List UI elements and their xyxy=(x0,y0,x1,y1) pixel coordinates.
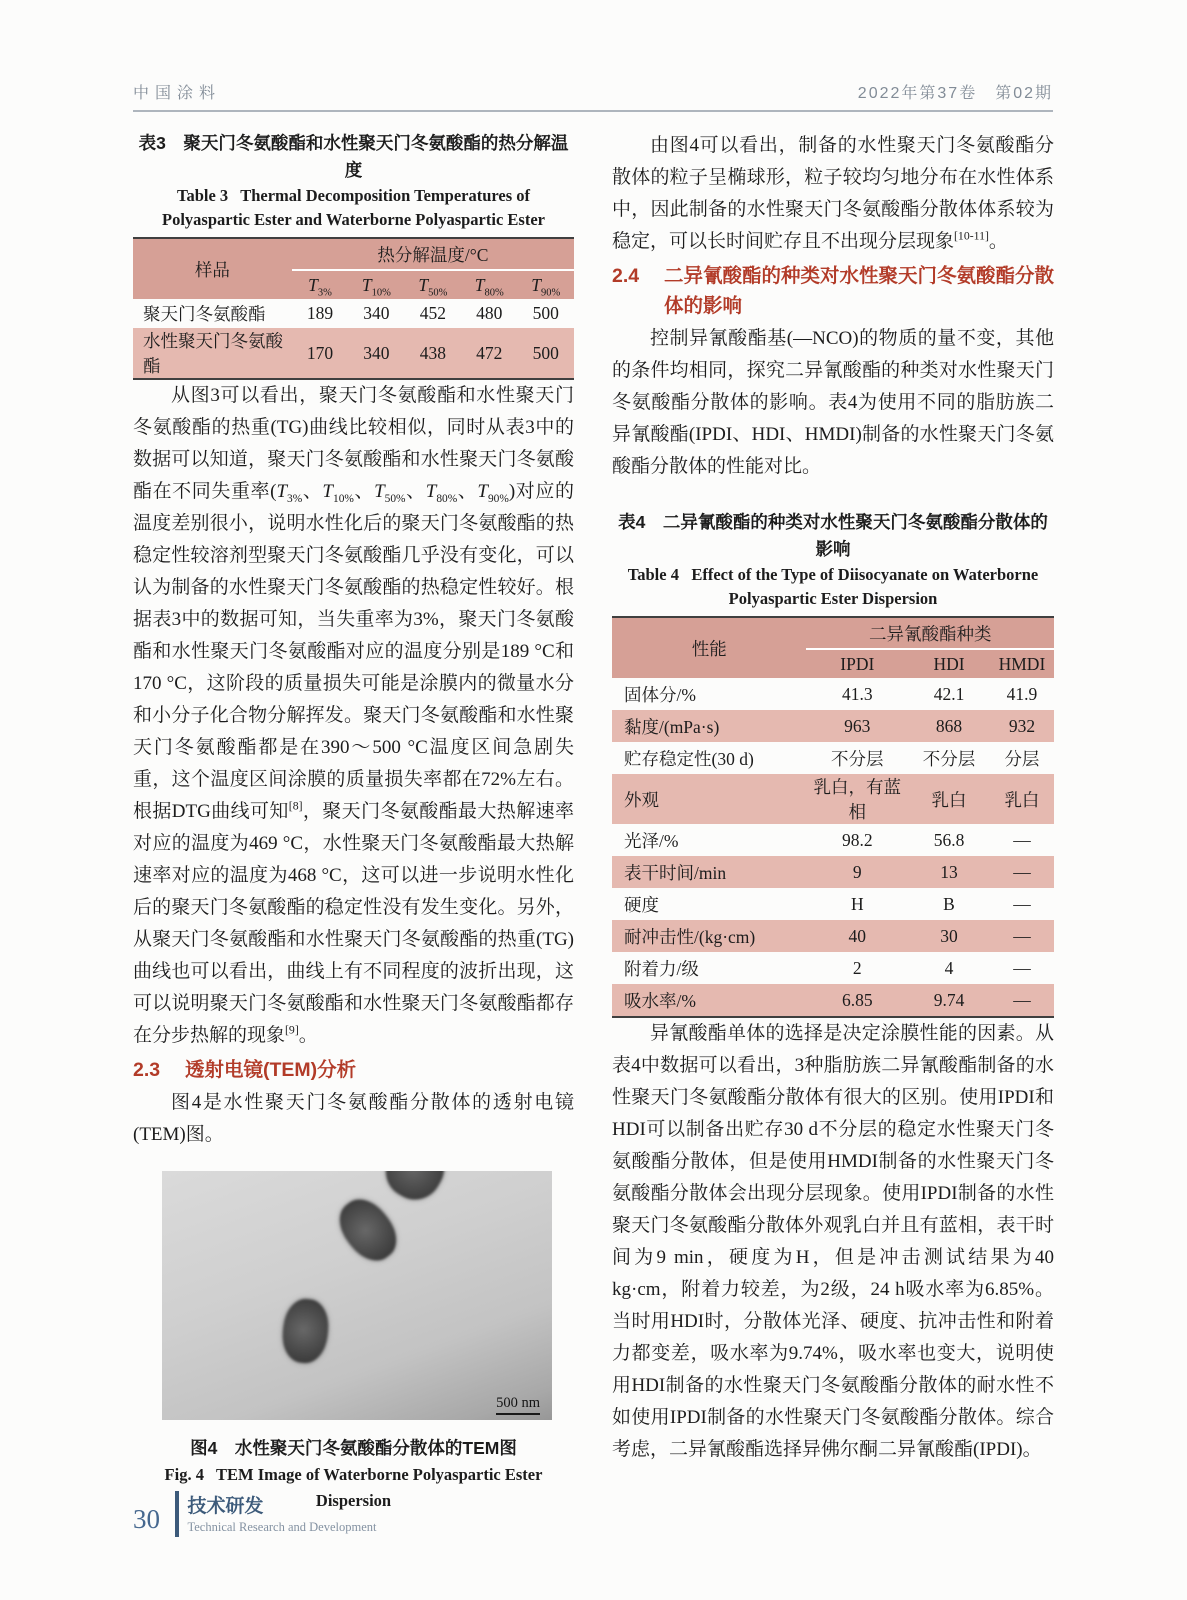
paragraph-tg-analysis: 从图3可以看出，聚天门冬氨酸酯和水性聚天门冬氨酸酯的热重(TG)曲线比较相似，同时从表3中的数据可以知道，聚天门冬氨酸酯和水性聚天门冬氨酸酯在不同失重率($T_{3\%}$、$T_{10\%}$、$T_{50\%}$、$T_{80\%}$、$T_{90\%}$)对应的温度差别很小，说明水性化后的聚天门冬氨酸酯的热稳定性较溶剂型聚天门冬氨酸酯几乎没有变化，可以认为制备的水性聚天门冬氨酸酯的热稳定性较好。根据表3中的数据可知，当失重率为3%，聚天门冬氨酸酯和水性聚天门冬氨酸酯对应的温度分别是189 °C和170 °C，这阶段的质量损失可能是涂膜内的微量水分和小分子化合物分解挥发。聚天门冬氨酸酯和水性聚天门冬氨酸酯都是在390～500 °C温度区间急剧失重，这个温度区间涂膜的质量损失率都在72%左右。根据DTG曲线可知[8]，聚天门冬氨酸酯最大热解速率对应的温度为469 °C，水性聚天门冬氨酸酯最大热解速率对应的温度为468 °C，这可以进一步说明水性化后的聚天门冬氨酸酯的稳定性没有发生变化。另外，从聚天门冬氨酸酯和水性聚天门冬氨酸酯的热重(TG)曲线也可以看出，曲线上有不同程度的波折出现，这可以说明聚天门冬氨酸酯和水性聚天门冬氨酸酯都存在分步热解的现象[9]。 xyxy=(133,385,574,1046)
table-row xyxy=(612,920,1054,952)
table-row xyxy=(612,774,1054,824)
table-cell: 438 xyxy=(405,328,461,379)
table-cell: 9.74 xyxy=(908,984,990,1017)
section-title: 二异氰酸酯的种类对水性聚天门冬氨酸酯分散体的影响 xyxy=(664,265,1055,317)
table-cell: 4 xyxy=(944,957,954,978)
table-cell: 500 xyxy=(518,328,574,379)
page-footer xyxy=(133,1491,376,1537)
table-cell: 2 xyxy=(852,957,862,978)
section-heading-2-4 xyxy=(612,261,1054,321)
row-label: 聚天门冬氨酸酯 xyxy=(143,304,266,324)
table-cell: 472 xyxy=(461,328,517,379)
table-row xyxy=(612,742,1054,774)
table4-header xyxy=(612,617,1054,678)
row-label: 黏度/(mPa·s) xyxy=(612,710,806,742)
table-cell: 不分层 xyxy=(831,748,884,769)
table-row xyxy=(612,888,1054,920)
tem-image xyxy=(162,1171,552,1420)
section-number: 2.3 xyxy=(133,1059,161,1081)
column-header: $T_{10\%}$ xyxy=(348,270,404,299)
table3-title-cn: 表3 聚天门冬氨酸酯和水性聚天门冬氨酸酯的热分解温度 xyxy=(138,133,569,180)
table3-body xyxy=(133,299,574,379)
table-row xyxy=(133,328,574,379)
table-cell: 932 xyxy=(990,710,1054,742)
paragraph-nco-method: 控制异氰酸酯基(—NCO)的物质的量不变，其他的条件均相同，探究二异氰酸酯的种类对水性聚天门冬氨酸酯分散体的影响。表4为使用不同的脂肪族二异氰酸酯(IPDI、HDI、HMDI)制备的水性聚天门冬氨酸酯分散体的性能对比。 xyxy=(612,328,1054,477)
table-cell: 170 xyxy=(292,328,348,379)
table-cell: 868 xyxy=(908,710,990,742)
section-number: 2.4 xyxy=(612,265,640,287)
table-cell: 30 xyxy=(908,920,990,952)
footer-section-en: Technical Research and Development xyxy=(187,1519,377,1534)
table-cell: 56.8 xyxy=(933,829,965,850)
table3-col-group: 热分解温度/°C xyxy=(292,238,574,270)
row-label: 硬度 xyxy=(624,894,659,915)
figure4-caption-en: Fig. 4 TEM Image of Waterborne Polyaspartic Ester Dispersion xyxy=(164,1465,543,1510)
footer-section-cn: 技术研发 xyxy=(187,1495,264,1517)
table-row xyxy=(133,299,574,328)
table-cell: — xyxy=(990,856,1054,888)
table-row xyxy=(612,824,1054,856)
table3-title-en: Table 3 Thermal Decomposition Temperatures of Polyaspartic Ester and Waterborne Polyaspartic Ester xyxy=(162,186,545,229)
table-cell: 40 xyxy=(806,920,908,952)
table-row xyxy=(612,710,1054,742)
footer-divider-bar xyxy=(175,1491,179,1537)
table3-col-sample: 样品 xyxy=(133,238,292,299)
page-header xyxy=(133,80,1053,112)
table4-col-group: 二异氰酸酯种类 xyxy=(806,617,1054,649)
paragraph-diisocyanate-discussion: 异氰酸酯单体的选择是决定涂膜性能的因素。从表4中数据可以看出，3种脂肪族二异氰酸酯制备的水性聚天门冬氨酸酯分散体有很大的区别。使用IPDI和HDI可以制备出贮存30 d不分层的稳定水性聚天门冬氨酸酯分散体，但是使用HMDI制备的水性聚天门冬氨酸酯分散体会出现分层现象。使用IPDI制备的水性聚天门冬氨酸酯分散体外观乳白并且有蓝相，表干时间为9 min，硬度为H，但是冲击测试结果为40 kg·cm，附着力较差，为2级，24 h吸水率为6.85%。当时用HDI时，分散体光泽、硬度、抗冲击性和附着力都变差，吸水率为9.74%，吸水率也变大，说明使用HDI制备的水性聚天门冬氨酸酯分散体的耐水性不如使用IPDI制备的水性聚天门冬氨酸酯分散体。综合考虑，二异氰酸酯选择异佛尔酮二异氰酸酯(IPDI)。 xyxy=(612,1023,1054,1460)
section-heading-2-3 xyxy=(133,1055,574,1085)
paragraph-tem-intro: 图4是水性聚天门冬氨酸酯分散体的透射电镜(TEM)图。 xyxy=(133,1092,574,1145)
table-cell: 乳白 xyxy=(908,774,990,824)
table-row xyxy=(612,952,1054,984)
row-label: 水性聚天门冬氨酸酯 xyxy=(133,328,292,379)
row-label: 吸水率/% xyxy=(612,984,806,1017)
column-header: HMDI xyxy=(990,649,1054,678)
table4 xyxy=(612,616,1054,1018)
table-cell: 500 xyxy=(532,303,559,323)
row-label: 光泽/% xyxy=(624,830,679,851)
table-cell: 189 xyxy=(306,303,334,323)
column-header: $T_{90\%}$ xyxy=(518,270,574,299)
right-column xyxy=(612,130,1054,1466)
left-column xyxy=(133,130,574,1514)
table-cell: 不分层 xyxy=(922,748,976,769)
table-cell: 6.85 xyxy=(806,984,908,1017)
scale-bar-line xyxy=(496,1413,540,1416)
table-cell: — xyxy=(1013,829,1031,850)
table-cell: — xyxy=(990,984,1054,1017)
table-cell: 42.1 xyxy=(933,683,965,704)
table-cell: H xyxy=(850,893,864,914)
table4-body xyxy=(612,678,1054,1017)
table-cell: 480 xyxy=(476,303,503,323)
table-cell: 452 xyxy=(419,303,446,323)
table-cell: 41.3 xyxy=(841,683,873,704)
column-header: HDI xyxy=(908,649,990,678)
table3-header xyxy=(133,238,574,299)
column-header: $T_{80\%}$ xyxy=(461,270,517,299)
tem-particle xyxy=(280,1297,331,1365)
table-row xyxy=(612,984,1054,1017)
footer-labels xyxy=(188,1494,377,1535)
paragraph-fig4-discussion: 由图4可以看出，制备的水性聚天门冬氨酸酯分散体的粒子呈椭球形，粒子较均匀地分布在水性体系中，因此制备的水性聚天门冬氨酸酯分散体体系较为稳定，可以长时间贮存且不出现分层现象[10-11]。 xyxy=(612,135,1054,252)
table-cell: 98.2 xyxy=(841,829,873,850)
table-cell: 963 xyxy=(806,710,908,742)
column-header: IPDI xyxy=(806,649,908,678)
table3 xyxy=(133,237,574,380)
row-label: 贮存稳定性(30 d) xyxy=(624,748,754,769)
table-row xyxy=(612,678,1054,710)
table-cell: 41.9 xyxy=(1006,683,1038,704)
scale-bar-label: 500 nm xyxy=(496,1394,540,1411)
table-cell: 乳白 xyxy=(990,774,1054,824)
table-cell: 340 xyxy=(363,303,390,323)
table-cell: B xyxy=(943,893,955,914)
row-label: 固体分/% xyxy=(624,684,696,705)
row-label: 表干时间/min xyxy=(612,856,806,888)
row-label: 外观 xyxy=(612,774,806,824)
figure4-caption-cn: 图4 水性聚天门冬氨酸酯分散体的TEM图 xyxy=(190,1438,517,1458)
page-number: 30 xyxy=(133,1503,160,1534)
row-label: 耐冲击性/(kg·cm) xyxy=(612,920,806,952)
table-cell: 340 xyxy=(348,328,404,379)
tem-particle xyxy=(330,1190,407,1270)
column-header: $T_{50\%}$ xyxy=(405,270,461,299)
table-cell: — xyxy=(990,920,1054,952)
table4-title-cn: 表4 二异氰酸酯的种类对水性聚天门冬氨酸酯分散体的影响 xyxy=(618,512,1048,559)
table-cell: — xyxy=(1013,893,1031,914)
journal-name: 中国涂料 xyxy=(133,85,222,102)
table4-block xyxy=(612,509,1054,1018)
table-cell: — xyxy=(1013,957,1031,978)
tem-particle xyxy=(376,1171,453,1209)
section-title: 透射电镜(TEM)分析 xyxy=(185,1059,357,1081)
table-cell: 13 xyxy=(908,856,990,888)
row-label: 附着力/级 xyxy=(624,958,699,979)
table-row xyxy=(612,856,1054,888)
table-cell: 9 xyxy=(806,856,908,888)
scale-bar xyxy=(496,1395,540,1416)
table4-col-property: 性能 xyxy=(612,617,806,678)
column-header: $T_{3\%}$ xyxy=(292,270,348,299)
issue-info: 2022年第37卷 第02期 xyxy=(857,85,1053,102)
table-cell: 乳白，有蓝相 xyxy=(806,774,908,824)
table-cell: 分层 xyxy=(1004,748,1040,769)
table4-title-en: Table 4 Effect of the Type of Diisocyanate on Waterborne Polyaspartic Ester Dispersion xyxy=(627,565,1039,608)
